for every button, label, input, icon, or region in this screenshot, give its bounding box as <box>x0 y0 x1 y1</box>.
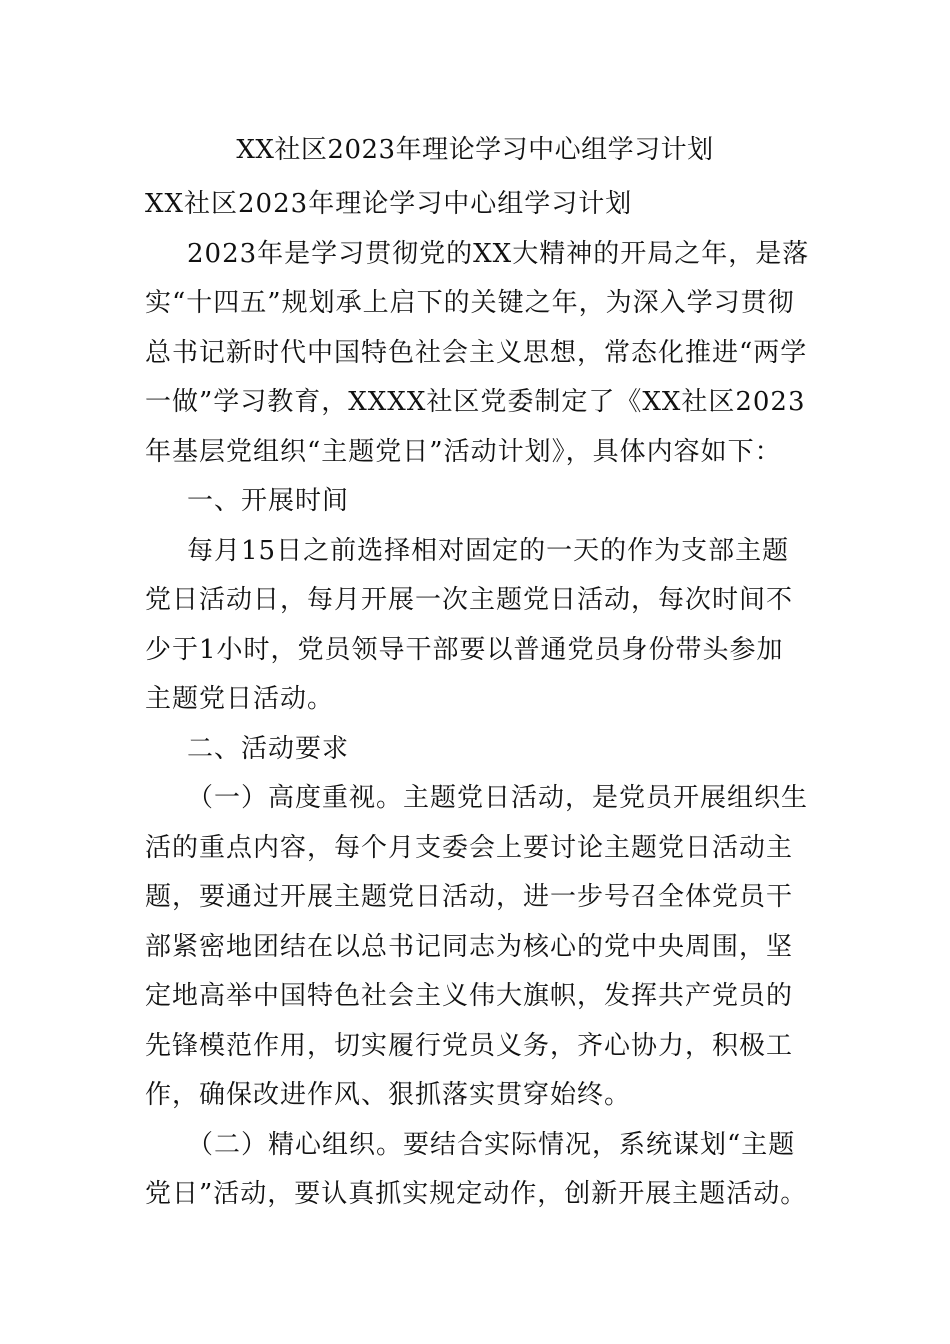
requirement-item-2: （二）精心组织。要结合实际情况，系统谋划“主题党日”活动，要认真抓实规定动作，创新开展主题活动。 <box>145 1129 808 1209</box>
section-body-time: 每月15日之前选择相对固定的一天的作为支部主题党日活动日，每月开展一次主题党日活动，每次时间不少于1小时，党员领导干部要以普通党员身份带头参加主题党日活动。 <box>145 535 794 714</box>
section-heading-requirements: 二、活动要求 <box>187 733 350 764</box>
intro-paragraph: 2023年是学习贯彻党的XX大精神的开局之年，是落实“十四五”规划承上启下的关键之年，为深入学习贯彻总书记新时代中国特色社会主义思想，常态化推进“两学一做”学习教育，XXXX社区党委制定了《XX社区2023年基层党组织“主题党日”活动计划》，具体内容如下： <box>145 238 810 467</box>
document-body <box>145 180 810 1220</box>
section-heading-time: 一、开展时间 <box>187 486 350 516</box>
document-subtitle: XX社区2023年理论学习中心组学习计划 <box>145 189 633 219</box>
requirement-item-1: （一）高度重视。主题党日活动，是党员开展组织生活的重点内容，每个月支委会上要讨论主题党日活动主题，要通过开展主题党日活动，进一步号召全体党员干部紧密地团结在以总书记同志为核心的党中央周围，坚定地高举中国特色社会主义伟大旗帜，发挥共产党员的先锋模范作用，切实履行党员义务，齐心协力，积极工作，确保改进作风、狠抓落实贯穿始终。 <box>145 783 809 1110</box>
document-title: XX社区2023年理论学习中心组学习计划 <box>236 135 714 165</box>
